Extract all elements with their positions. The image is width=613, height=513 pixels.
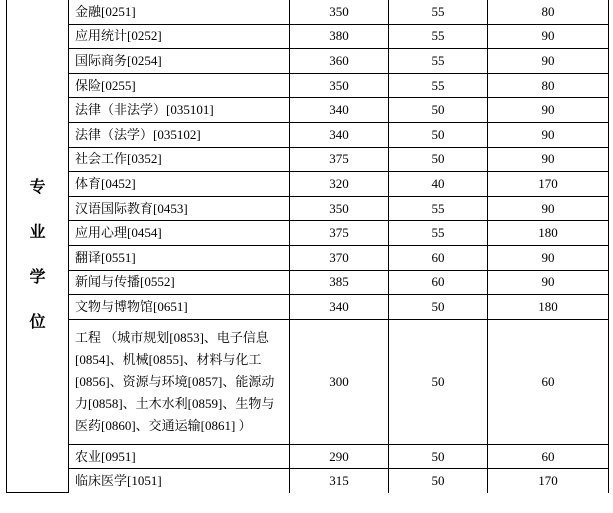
- single-subject-score: 40: [389, 172, 488, 197]
- category-char: 位: [29, 313, 46, 331]
- table-row: [7, 122, 609, 147]
- total-score: 350: [290, 0, 389, 24]
- other-subject-score: 90: [488, 98, 609, 123]
- other-subject-score: 170: [488, 172, 609, 197]
- other-subject-score: 60: [488, 444, 609, 469]
- total-score: 375: [290, 147, 389, 172]
- major-name: 临床医学[1051]: [69, 469, 290, 493]
- total-score: 385: [290, 270, 389, 295]
- single-subject-score: 50: [389, 469, 488, 493]
- single-subject-score: 50: [389, 147, 488, 172]
- table-row: [7, 49, 609, 74]
- table-row: [7, 98, 609, 123]
- major-name: 金融[0251]: [69, 0, 290, 24]
- category-char: 学: [29, 268, 46, 286]
- total-score: 380: [290, 24, 389, 49]
- major-name: 社会工作[0352]: [69, 147, 290, 172]
- total-score: 320: [290, 172, 389, 197]
- table-row: [7, 73, 609, 98]
- table-row: [7, 0, 609, 24]
- table-row: [7, 172, 609, 197]
- major-name: 应用心理[0454]: [69, 221, 290, 246]
- single-subject-score: 55: [389, 24, 488, 49]
- category-char: 专: [29, 178, 46, 196]
- major-name: 文物与博物馆[0651]: [69, 295, 290, 320]
- major-name: 新闻与传播[0552]: [69, 270, 290, 295]
- category-cell: [7, 0, 69, 493]
- table-row: [7, 24, 609, 49]
- other-subject-score: 90: [488, 122, 609, 147]
- other-subject-score: 180: [488, 295, 609, 320]
- other-subject-score: 80: [488, 73, 609, 98]
- single-subject-score: 50: [389, 444, 488, 469]
- major-name: 法律（非法学）[035101]: [69, 98, 290, 123]
- single-subject-score: 55: [389, 221, 488, 246]
- table-row: [7, 196, 609, 221]
- table-row: [7, 270, 609, 295]
- other-subject-score: 90: [488, 147, 609, 172]
- major-name: 翻译[0551]: [69, 245, 290, 270]
- total-score: 375: [290, 221, 389, 246]
- other-subject-score: 60: [488, 319, 609, 444]
- single-subject-score: 55: [389, 73, 488, 98]
- single-subject-score: 55: [389, 0, 488, 24]
- single-subject-score: 50: [389, 98, 488, 123]
- major-name: 应用统计[0252]: [69, 24, 290, 49]
- table-row: [7, 444, 609, 469]
- total-score: 340: [290, 98, 389, 123]
- major-name: 工程 （城市规划[0853]、电子信息[0854]、机械[0855]、材料与化工[0856]、资源与环境[0857]、能源动力[0858]、土木水利[0859]、生物与医药[0860]、交通运输[0861] ）: [69, 319, 290, 444]
- other-subject-score: 90: [488, 245, 609, 270]
- single-subject-score: 50: [389, 319, 488, 444]
- score-table-body: [7, 0, 609, 493]
- major-name: 保险[0255]: [69, 73, 290, 98]
- table-row: [7, 245, 609, 270]
- other-subject-score: 90: [488, 49, 609, 74]
- table-row: [7, 147, 609, 172]
- single-subject-score: 60: [389, 270, 488, 295]
- major-name: 国际商务[0254]: [69, 49, 290, 74]
- score-table: [6, 0, 609, 493]
- total-score: 340: [290, 122, 389, 147]
- total-score: 370: [290, 245, 389, 270]
- total-score: 290: [290, 444, 389, 469]
- major-name: 汉语国际教育[0453]: [69, 196, 290, 221]
- total-score: 360: [290, 49, 389, 74]
- other-subject-score: 170: [488, 469, 609, 493]
- other-subject-score: 90: [488, 270, 609, 295]
- table-row: [7, 319, 609, 444]
- single-subject-score: 50: [389, 122, 488, 147]
- table-row: [7, 221, 609, 246]
- total-score: 300: [290, 319, 389, 444]
- single-subject-score: 50: [389, 295, 488, 320]
- total-score: 350: [290, 196, 389, 221]
- category-char: 业: [29, 223, 46, 241]
- table-row: [7, 469, 609, 493]
- major-name: 法律（法学）[035102]: [69, 122, 290, 147]
- major-name: 体育[0452]: [69, 172, 290, 197]
- single-subject-score: 55: [389, 196, 488, 221]
- total-score: 340: [290, 295, 389, 320]
- table-row: [7, 295, 609, 320]
- other-subject-score: 90: [488, 24, 609, 49]
- other-subject-score: 90: [488, 196, 609, 221]
- total-score: 315: [290, 469, 389, 493]
- single-subject-score: 60: [389, 245, 488, 270]
- other-subject-score: 80: [488, 0, 609, 24]
- single-subject-score: 55: [389, 49, 488, 74]
- other-subject-score: 180: [488, 221, 609, 246]
- major-name: 农业[0951]: [69, 444, 290, 469]
- total-score: 350: [290, 73, 389, 98]
